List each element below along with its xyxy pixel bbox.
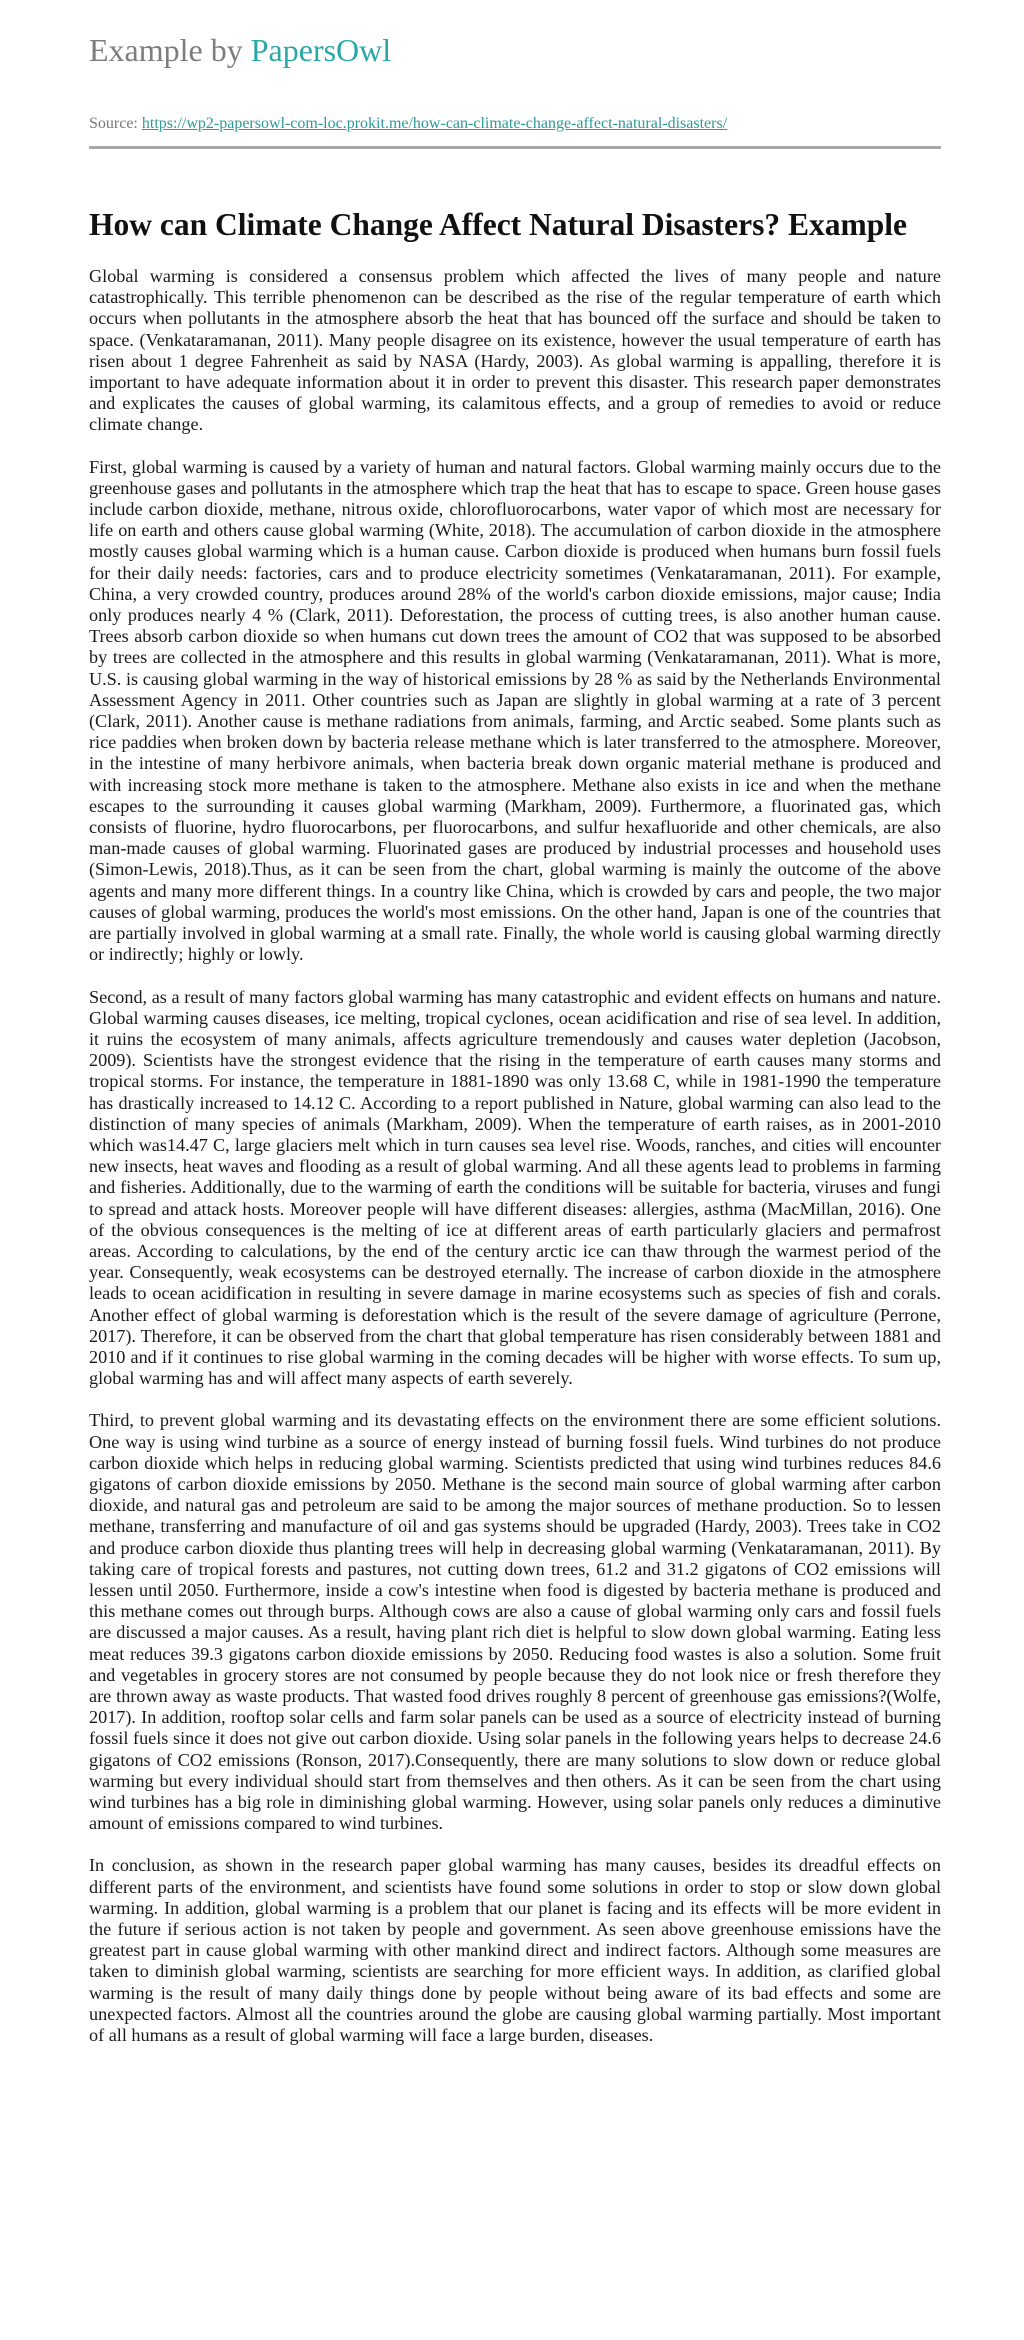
source-label: Source: <box>89 115 142 132</box>
brand-name: PapersOwl <box>250 32 392 68</box>
source-link[interactable]: https://wp2-papersowl-com-loc.prokit.me/how-can-climate-change-affect-natural-disasters/ <box>141 115 728 132</box>
paragraph-conclusion: In conclusion, as shown in the research paper global warming has many causes, besides its dreadful effects on different parts of the environment, and scientists have found some solutions in order to stop or slow down global warming. In addition, global warming is a problem that our planet is facing and its effects will be more evident in the future if serious action is not taken by people and government. As seen above greenhouse emissions have the greatest part in cause global warming with other mankind direct and indirect factors. Although some measures are taken to diminish global warming, scientists are searching for more efficient ways. In addition, as clarified global warming is the result of many daily things done by people without being aware of its bad effects and some are unexpected factors. Almost all the countries around the globe are causing global warming partially. Most important of all humans as a result of global warming will face a large burden, diseases. <box>89 1855 941 2046</box>
paragraph-solutions: Third, to prevent global warming and its devastating effects on the environment there are some efficient solutions. One way is using wind turbine as a source of energy instead of burning fossil fuels. Wind turbines do not produce carbon dioxide which helps in reducing global warming. Scientists predicted that using wind turbines reduces 84.6 gigatons of carbon dioxide emissions by 2050. Methane is the second main source of global warming after carbon dioxide, and natural gas and petroleum are said to be among the major sources of methane production. So to lessen methane, transferring and manufacture of oil and gas systems should be upgraded (Hardy, 2003). Trees take in CO2 and produce carbon dioxide thus planting trees will help in decreasing global warming (Venkataramanan, 2011). By taking care of tropical forests and pastures, not cutting down trees, 61.2 and 31.2 gigatons of CO2 emissions will lessen until 2050. Furthermore, inside a cow's intestine when food is digested by bacteria methane is produced and this methane comes out through burps. Although cows are also a cause of global warming only cars and fossil fuels are discussed a major causes. As a result, having plant rich diet is helpful to slow down global warming. Eating less meat reduces 39.3 gigatons carbon dioxide emissions by 2050. Reducing food wastes is also a solution. Some fruit and vegetables in grocery stores are not consumed by people because they do not look nice or fresh therefore they are thrown away as waste products. That wasted food drives roughly 8 percent of greenhouse gas emissions?(Wolfe, 2017). In addition, rooftop solar cells and farm solar panels can be used as a source of electricity instead of burning fossil fuels since it does not give out carbon dioxide. Using solar panels in the following years helps to decrease 24.6 gigatons of CO2 emissions (Ronson, 2017).Consequently, there are many solutions to slow down or reduce global warming but every individual should start from themselves and then others. As it can be seen from the chart using wind turbines has a big role in diminishing global warming. However, using solar panels only reduces a diminutive amount of emissions compared to wind turbines. <box>89 1410 941 1834</box>
paragraph-effects: Second, as a result of many factors global warming has many catastrophic and evident effects on humans and nature. Global warming causes diseases, ice melting, tropical cyclones, ocean acidification and rise of sea level. In addition, it ruins the ecosystem of many animals, affects agriculture tremendously and causes water depletion (Jacobson, 2009). Scientists have the strongest evidence that the rising in the temperature of earth causes many storms and tropical storms. For instance, the temperature in 1881-1890 was only 13.68 C, while in 1981-1990 the temperature has drastically increased to 14.12 C. According to a report published in Nature, global warming can also lead to the distinction of many species of animals (Markham, 2009). When the temperature of earth raises, as in 2001-2010 which was14.47 C, large glaciers melt which in turn causes sea level rise. Woods, ranches, and cities will encounter new insects, heat waves and flooding as a result of global warming. And all these agents lead to problems in farming and fisheries. Additionally, due to the warming of earth the conditions will be suitable for bacteria, viruses and fungi to spread and attack hosts. Moreover people will have different diseases: allergies, asthma (MacMillan, 2016). One of the obvious consequences is the melting of ice at different areas of earth particularly glaciers and permafrost areas. According to calculations, by the end of the century arctic ice can thaw through the warmest period of the year. Consequently, weak ecosystems can be destroyed eternally. The increase of carbon dioxide in the atmosphere leads to ocean acidification in resulting in severe damage in marine ecosystems such as species of fish and corals. Another effect of global warming is deforestation which is the result of the severe damage of agriculture (Perrone, 2017). Therefore, it can be observed from the chart that global temperature has risen considerably between 1881 and 2010 and if it continues to rise global warming in the coming decades will be higher with worse effects. To sum up, global warming has and will affect many aspects of earth severely. <box>89 986 941 1389</box>
header-divider <box>89 146 941 149</box>
source-line <box>89 114 941 134</box>
header-prefix: Example by <box>89 32 251 68</box>
article-title: How can Climate Change Affect Natural Disasters? Example <box>89 207 908 242</box>
site-header <box>89 30 941 70</box>
paragraph-causes: First, global warming is caused by a variety of human and natural factors. Global warming mainly occurs due to the greenhouse gases and pollutants in the atmosphere which trap the heat that has to escape to space. Green house gases include carbon dioxide, methane, nitrous oxide, chlorofluorocarbons, water vapor of which most are necessary for life on earth and others cause global warming (White, 2018). The accumulation of carbon dioxide in the atmosphere mostly causes global warming which is a human cause. Carbon dioxide is produced when humans burn fossil fuels for their daily needs: factories, cars and to produce electricity sometimes (Venkataramanan, 2011). For example, China, a very crowded country, produces around 28% of the world's carbon dioxide emissions, major cause; India only produces nearly 4 % (Clark, 2011). Deforestation, the process of cutting trees, is also another human cause. Trees absorb carbon dioxide so when humans cut down trees the amount of CO2 that was supposed to be absorbed by trees are collected in the atmosphere and this results in global warming (Venkataramanan, 2011). What is more, U.S. is causing global warming in the way of historical emissions by 28 % as said by the Netherlands Environmental Assessment Agency in 2011. Other countries such as Japan are slightly in global warming at a rate of 3 percent (Clark, 2011). Another cause is methane radiations from animals, farming, and Arctic seabed. Some plants such as rice paddies when broken down by bacteria release methane which is later transferred to the atmosphere. Moreover, in the intestine of many herbivore animals, when bacteria break down organic material methane is produced and with increasing stock more methane is taken to the atmosphere. Methane also exists in ice and when the methane escapes to the surrounding it causes global warming (Markham, 2009). Furthermore, a fluorinated gas, which consists of fluorine, hydro fluorocarbons, per fluorocarbons, and sulfur hexafluoride and other chemicals, are also man-made causes of global warming. Fluorinated gases are produced by industrial processes and household uses (Simon-Lewis, 2018).Thus, as it can be seen from the chart, global warming is mainly the outcome of the above agents and many more different things. In a country like China, which is crowded by cars and people, the two major causes of global warming, produces the world's most emissions. On the other hand, Japan is one of the countries that are partially involved in global warming at a small rate. Finally, the whole world is causing global warming directly or indirectly; highly or lowly. <box>89 456 941 965</box>
document-page <box>89 0 941 2067</box>
article-body <box>89 266 941 2046</box>
paragraph-introduction: Global warming is considered a consensus problem which affected the lives of many people and nature catastrophically. This terrible phenomenon can be described as the rise of the regular temperature of earth which occurs when pollutants in the atmosphere absorb the heat that has bounced off the surface and should be taken to space. (Venkataramanan, 2011). Many people disagree on its existence, however the usual temperature of earth has risen about 1 degree Fahrenheit as said by NASA (Hardy, 2003). As global warming is appalling, therefore it is important to have adequate information about it in order to prevent this disaster. This research paper demonstrates and explicates the causes of global warming, its calamitous effects, and a group of remedies to avoid or reduce climate change. <box>89 266 941 435</box>
